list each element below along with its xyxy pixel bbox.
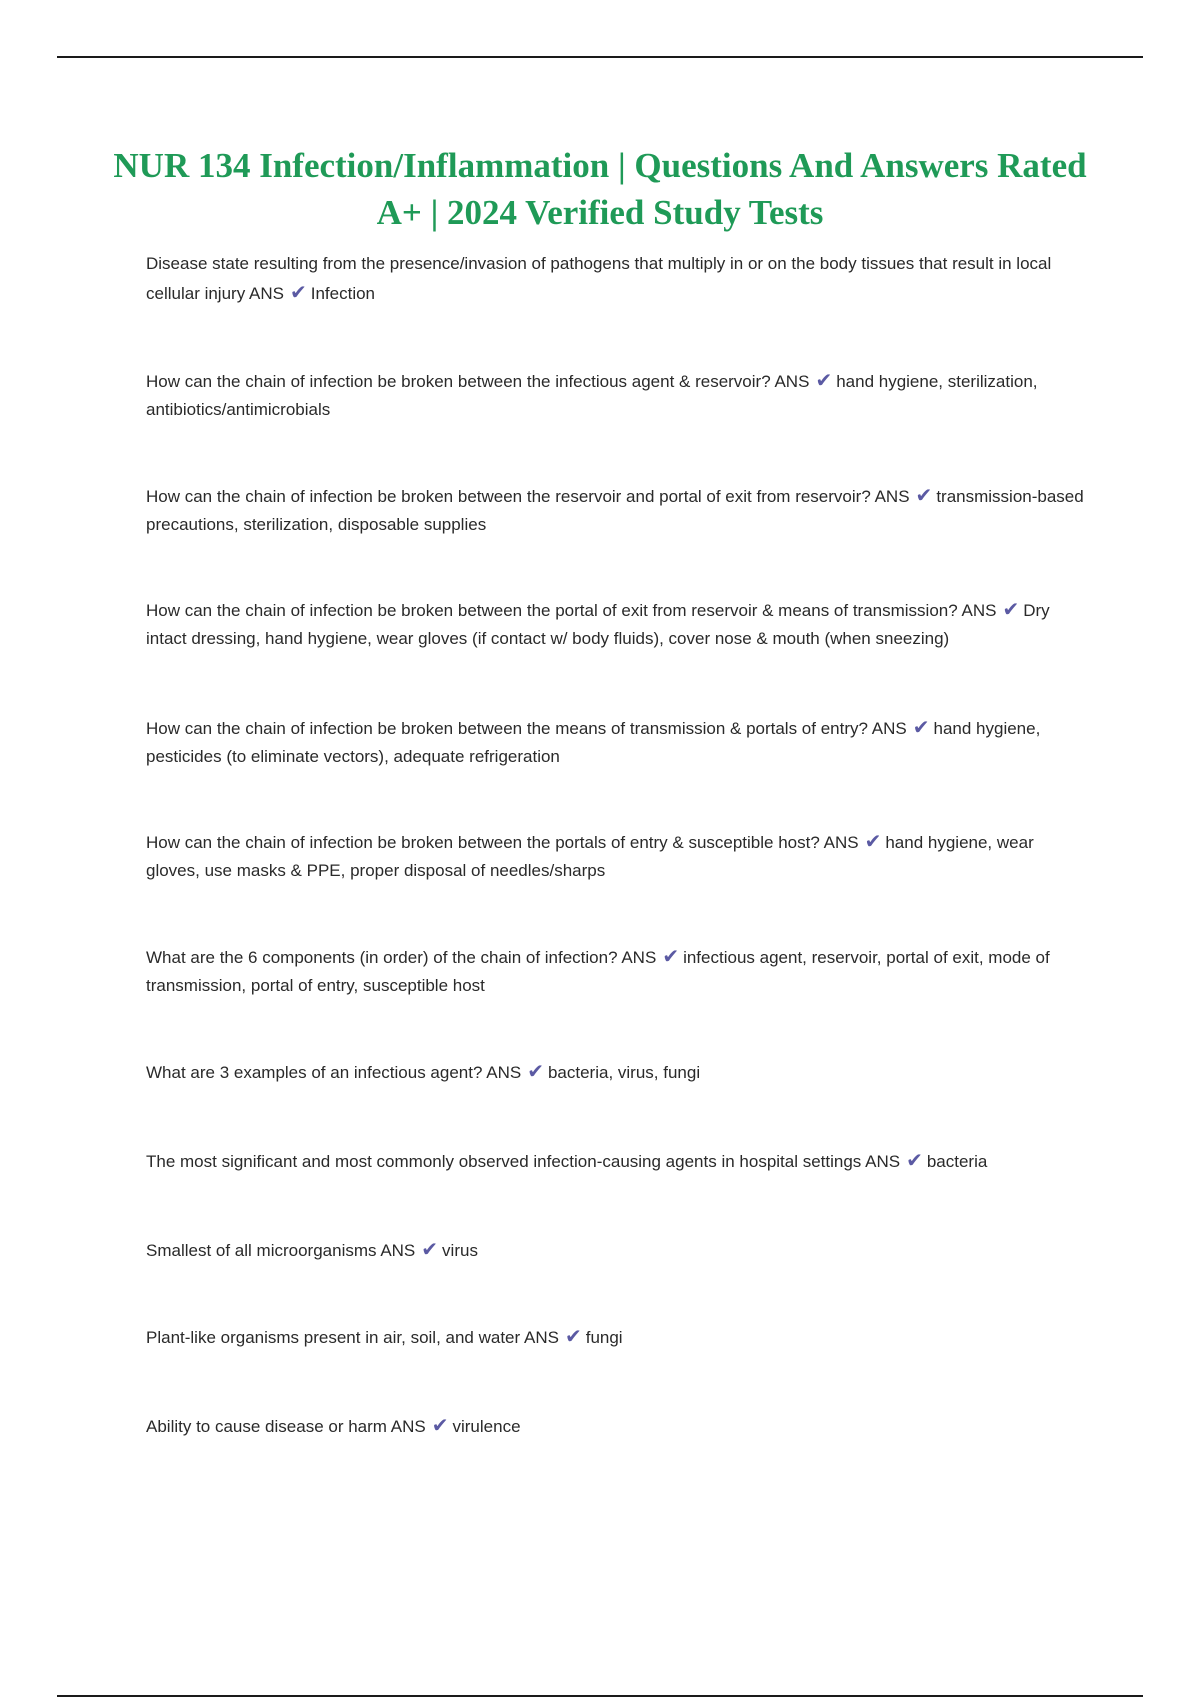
answer-text: Infection bbox=[310, 284, 375, 303]
answer-marker: ANS bbox=[871, 719, 907, 738]
answer-text: infectious agent, reservoir, portal of exit, mode of transmission, portal of entry, susceptible host bbox=[146, 948, 1050, 995]
answer-text: transmission-based precautions, sterilization, disposable supplies bbox=[146, 487, 1084, 534]
answer-text: bacteria, virus, fungi bbox=[547, 1063, 701, 1082]
question-text: What are the 6 components (in order) of the chain of infection? bbox=[146, 948, 618, 967]
checkmark-icon: ✔ bbox=[915, 483, 933, 507]
checkmark-icon: ✔ bbox=[864, 829, 882, 853]
question-text: The most significant and most commonly observed infection-causing agents in hospital settings bbox=[146, 1152, 862, 1171]
question-text: What are 3 examples of an infectious agent? bbox=[146, 1063, 483, 1082]
question-text: Plant-like organisms present in air, soil, and water bbox=[146, 1328, 521, 1347]
question-text: How can the chain of infection be broken between the infectious agent & reservoir? bbox=[146, 372, 771, 391]
answer-marker: ANS bbox=[621, 948, 657, 967]
qa-item bbox=[146, 1322, 1090, 1352]
answer-text: virulence bbox=[452, 1417, 521, 1436]
question-text: How can the chain of infection be broken between the portals of entry & susceptible host? bbox=[146, 833, 820, 852]
answer-text: hand hygiene, wear gloves, use masks & PPE, proper disposal of needles/sharps bbox=[146, 833, 1034, 880]
qa-item bbox=[146, 942, 1090, 1000]
answer-marker: ANS bbox=[874, 487, 910, 506]
top-rule bbox=[57, 56, 1143, 58]
qa-item bbox=[146, 827, 1090, 885]
question-text: Disease state resulting from the presence/invasion of pathogens that multiply in or on the body tissues that result in local cellular injury bbox=[146, 254, 1052, 303]
answer-text: fungi bbox=[585, 1328, 623, 1347]
checkmark-icon: ✔ bbox=[906, 1148, 923, 1172]
qa-item bbox=[146, 366, 1090, 424]
question-text: Smallest of all microorganisms bbox=[146, 1241, 377, 1260]
checkmark-icon: ✔ bbox=[564, 1324, 582, 1348]
checkmark-icon: ✔ bbox=[912, 715, 930, 739]
question-text: How can the chain of infection be broken between the reservoir and portal of exit from reservoir? bbox=[146, 487, 871, 506]
answer-text: hand hygiene, sterilization, antibiotics/antimicrobials bbox=[146, 372, 1038, 419]
answer-marker: ANS bbox=[249, 284, 284, 303]
answer-marker: ANS bbox=[865, 1152, 901, 1171]
question-text: Ability to cause disease or harm bbox=[146, 1417, 387, 1436]
answer-marker: ANS bbox=[380, 1241, 416, 1260]
answer-text: bacteria bbox=[926, 1152, 988, 1171]
answer-marker: ANS bbox=[823, 833, 859, 852]
checkmark-icon: ✔ bbox=[527, 1059, 544, 1083]
answer-text: Dry intact dressing, hand hygiene, wear gloves (if contact w/ body fluids), cover nose & mouth (when sneezing) bbox=[146, 601, 1050, 648]
question-text: How can the chain of infection be broken between the means of transmission & portals of entry? bbox=[146, 719, 868, 738]
qa-item bbox=[146, 595, 1090, 653]
qa-item bbox=[146, 1146, 1090, 1176]
qa-item bbox=[146, 250, 1090, 308]
checkmark-icon: ✔ bbox=[815, 368, 833, 392]
bottom-rule bbox=[57, 1695, 1143, 1697]
qa-item bbox=[146, 1411, 1090, 1441]
checkmark-icon: ✔ bbox=[431, 1413, 449, 1437]
qa-item bbox=[146, 481, 1090, 539]
checkmark-icon: ✔ bbox=[289, 280, 307, 304]
answer-text: virus bbox=[442, 1241, 478, 1260]
checkmark-icon: ✔ bbox=[662, 944, 680, 968]
qa-item bbox=[146, 713, 1090, 771]
document-title: NUR 134 Infection/Inflammation | Questions And Answers Rated A+ | 2024 Verified Study Tests bbox=[113, 146, 1087, 232]
checkmark-icon: ✔ bbox=[421, 1237, 439, 1261]
qa-item bbox=[146, 1057, 1090, 1087]
answer-marker: ANS bbox=[774, 372, 810, 391]
answer-marker: ANS bbox=[961, 601, 997, 620]
question-text: How can the chain of infection be broken between the portal of exit from reservoir & means of transmission? bbox=[146, 601, 958, 620]
answer-marker: ANS bbox=[523, 1328, 559, 1347]
checkmark-icon: ✔ bbox=[1002, 597, 1020, 621]
answer-marker: ANS bbox=[390, 1417, 426, 1436]
answer-text: hand hygiene, pesticides (to eliminate vectors), adequate refrigeration bbox=[146, 719, 1041, 766]
answer-marker: ANS bbox=[486, 1063, 522, 1082]
qa-item bbox=[146, 1235, 1090, 1265]
